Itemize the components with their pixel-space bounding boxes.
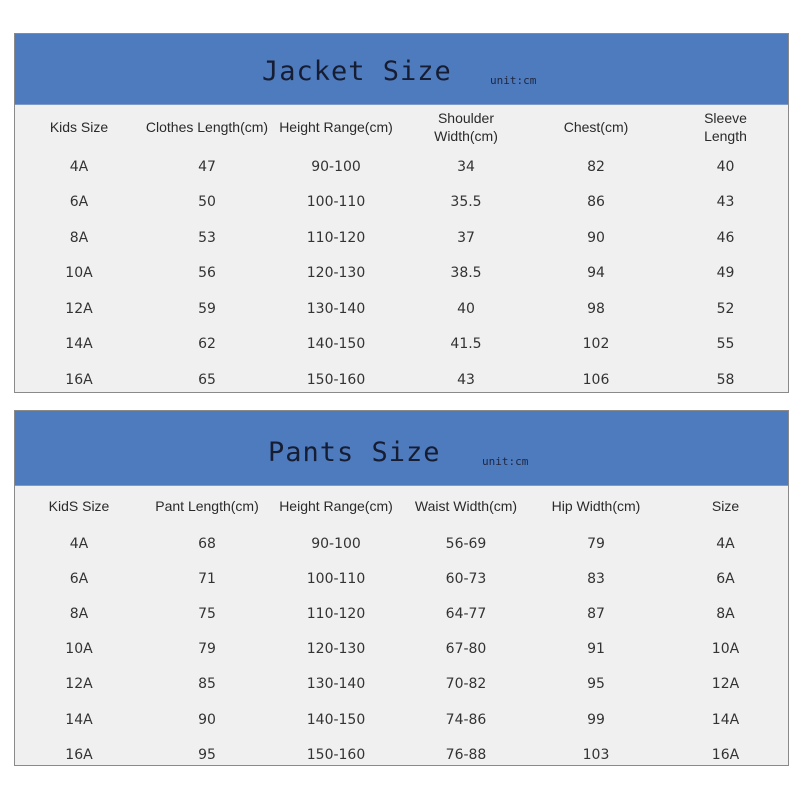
table-cell: 79 bbox=[198, 641, 216, 658]
table-row bbox=[15, 737, 790, 772]
table-cell: 41.5 bbox=[450, 336, 482, 353]
jacket-unit: unit:cm bbox=[490, 74, 537, 87]
table-cell: 76-88 bbox=[445, 746, 487, 763]
table-cell: 62 bbox=[198, 336, 216, 353]
table-row bbox=[15, 256, 790, 292]
table-cell: 95 bbox=[587, 676, 605, 693]
table-cell: 87 bbox=[587, 605, 605, 622]
table-cell: 100-110 bbox=[306, 194, 366, 211]
table-cell: 10A bbox=[65, 265, 93, 282]
table-cell: 150-160 bbox=[306, 371, 366, 388]
table-cell: 6A bbox=[69, 194, 89, 211]
table-cell: 4A bbox=[716, 535, 735, 552]
table-cell: 130-140 bbox=[306, 300, 366, 317]
table-cell: 55 bbox=[716, 336, 735, 353]
table-cell: 86 bbox=[587, 194, 605, 211]
table-cell: 6A bbox=[69, 570, 89, 587]
table-cell: 38.5 bbox=[450, 265, 482, 282]
jacket-column-header bbox=[401, 105, 531, 149]
jacket-table bbox=[15, 105, 790, 398]
jacket-column-header bbox=[531, 105, 661, 149]
column-header-text: Waist Width(cm) bbox=[414, 498, 518, 514]
table-cell: 130-140 bbox=[306, 676, 366, 693]
pants-header-row bbox=[15, 486, 790, 526]
pants-column-header bbox=[15, 486, 143, 526]
table-cell: 16A bbox=[65, 371, 93, 388]
table-cell: 14A bbox=[65, 336, 93, 353]
table-cell: 140-150 bbox=[306, 336, 366, 353]
pants-column-header bbox=[661, 486, 790, 526]
table-cell: 90-100 bbox=[311, 535, 361, 552]
table-cell: 10A bbox=[711, 641, 740, 658]
pants-banner bbox=[15, 411, 788, 486]
table-cell: 79 bbox=[587, 535, 605, 552]
column-header-text: KidS Size bbox=[48, 498, 110, 514]
table-cell: 58 bbox=[716, 371, 735, 388]
table-cell: 68 bbox=[198, 535, 216, 552]
table-cell: 8A bbox=[69, 605, 89, 622]
table-cell: 40 bbox=[716, 158, 735, 175]
table-row bbox=[15, 291, 790, 327]
table-row bbox=[15, 526, 790, 561]
table-cell: 43 bbox=[457, 371, 475, 388]
table-row bbox=[15, 149, 790, 185]
column-header-text: Shoulder bbox=[437, 110, 495, 126]
pants-unit: unit:cm bbox=[482, 455, 529, 468]
table-row bbox=[15, 596, 790, 631]
table-cell: 85 bbox=[198, 676, 216, 693]
jacket-banner bbox=[15, 34, 788, 105]
table-cell: 16A bbox=[65, 746, 93, 763]
column-header-text: Kids Size bbox=[49, 119, 109, 135]
table-cell: 12A bbox=[711, 676, 740, 693]
table-row bbox=[15, 220, 790, 256]
pants-column-header bbox=[401, 486, 531, 526]
column-header-text: Height Range(cm) bbox=[279, 119, 393, 135]
table-cell: 82 bbox=[587, 158, 605, 175]
table-cell: 8A bbox=[69, 229, 89, 246]
jacket-column-header bbox=[143, 105, 271, 149]
table-cell: 35.5 bbox=[450, 194, 482, 211]
table-cell: 67-80 bbox=[445, 641, 487, 658]
table-cell: 10A bbox=[65, 641, 93, 658]
table-cell: 140-150 bbox=[306, 711, 366, 728]
table-cell: 83 bbox=[587, 570, 605, 587]
table-cell: 75 bbox=[198, 605, 216, 622]
table-cell: 95 bbox=[198, 746, 216, 763]
pants-column-header bbox=[271, 486, 401, 526]
table-cell: 53 bbox=[198, 229, 216, 246]
table-cell: 43 bbox=[716, 194, 735, 211]
table-cell: 52 bbox=[716, 300, 735, 317]
pants-column-header bbox=[531, 486, 661, 526]
table-cell: 90 bbox=[587, 229, 605, 246]
table-cell: 65 bbox=[198, 371, 216, 388]
table-cell: 150-160 bbox=[306, 746, 366, 763]
table-row bbox=[15, 702, 790, 737]
table-cell: 12A bbox=[65, 300, 93, 317]
column-header-text: Width(cm) bbox=[434, 128, 498, 144]
table-cell: 64-77 bbox=[445, 605, 487, 622]
table-cell: 14A bbox=[711, 711, 740, 728]
column-header-text: Sleeve bbox=[704, 110, 747, 126]
column-header-text: Chest(cm) bbox=[563, 119, 629, 135]
pants-column-header bbox=[143, 486, 271, 526]
table-cell: 60-73 bbox=[445, 570, 487, 587]
table-cell: 94 bbox=[587, 265, 605, 282]
column-header-text: Pant Length(cm) bbox=[155, 498, 259, 514]
table-cell: 4A bbox=[69, 535, 89, 552]
pants-table bbox=[15, 486, 790, 772]
table-row bbox=[15, 185, 790, 221]
table-cell: 4A bbox=[69, 158, 89, 175]
table-cell: 34 bbox=[457, 158, 475, 175]
table-cell: 6A bbox=[716, 570, 735, 587]
table-cell: 59 bbox=[198, 300, 216, 317]
table-cell: 37 bbox=[457, 229, 475, 246]
jacket-column-header bbox=[661, 105, 790, 149]
column-header-text: Size bbox=[711, 498, 740, 514]
column-header-text: Height Range(cm) bbox=[279, 498, 393, 514]
column-header-text: Clothes Length(cm) bbox=[145, 119, 269, 135]
table-cell: 46 bbox=[716, 229, 735, 246]
table-cell: 120-130 bbox=[306, 641, 366, 658]
table-row bbox=[15, 667, 790, 702]
table-cell: 50 bbox=[198, 194, 216, 211]
table-row bbox=[15, 362, 790, 398]
table-cell: 12A bbox=[65, 676, 93, 693]
table-cell: 14A bbox=[65, 711, 93, 728]
table-cell: 100-110 bbox=[306, 570, 366, 587]
table-cell: 49 bbox=[716, 265, 735, 282]
table-cell: 8A bbox=[716, 605, 735, 622]
table-cell: 56-69 bbox=[445, 535, 487, 552]
table-cell: 99 bbox=[587, 711, 605, 728]
table-cell: 110-120 bbox=[306, 229, 366, 246]
table-row bbox=[15, 327, 790, 363]
table-cell: 90-100 bbox=[311, 158, 361, 175]
column-header-text: Length bbox=[704, 128, 747, 144]
table-cell: 47 bbox=[198, 158, 216, 175]
table-cell: 40 bbox=[457, 300, 475, 317]
table-row bbox=[15, 561, 790, 596]
table-cell: 56 bbox=[198, 265, 216, 282]
table-cell: 106 bbox=[582, 371, 610, 388]
table-cell: 120-130 bbox=[306, 265, 366, 282]
table-cell: 90 bbox=[198, 711, 216, 728]
jacket-title: Jacket Size bbox=[262, 56, 452, 87]
table-cell: 102 bbox=[582, 336, 610, 353]
table-cell: 103 bbox=[582, 746, 610, 763]
table-cell: 74-86 bbox=[445, 711, 487, 728]
table-cell: 16A bbox=[711, 746, 740, 763]
table-cell: 70-82 bbox=[445, 676, 487, 693]
pants-title: Pants Size bbox=[268, 437, 441, 468]
table-cell: 98 bbox=[587, 300, 605, 317]
jacket-header-row bbox=[15, 105, 790, 149]
table-cell: 91 bbox=[587, 641, 605, 658]
jacket-column-header bbox=[271, 105, 401, 149]
column-header-text: Hip Width(cm) bbox=[551, 498, 641, 514]
table-cell: 71 bbox=[198, 570, 216, 587]
table-row bbox=[15, 632, 790, 667]
jacket-size-chart bbox=[14, 33, 789, 393]
pants-size-chart bbox=[14, 410, 789, 766]
jacket-column-header bbox=[15, 105, 143, 149]
table-cell: 110-120 bbox=[306, 605, 366, 622]
